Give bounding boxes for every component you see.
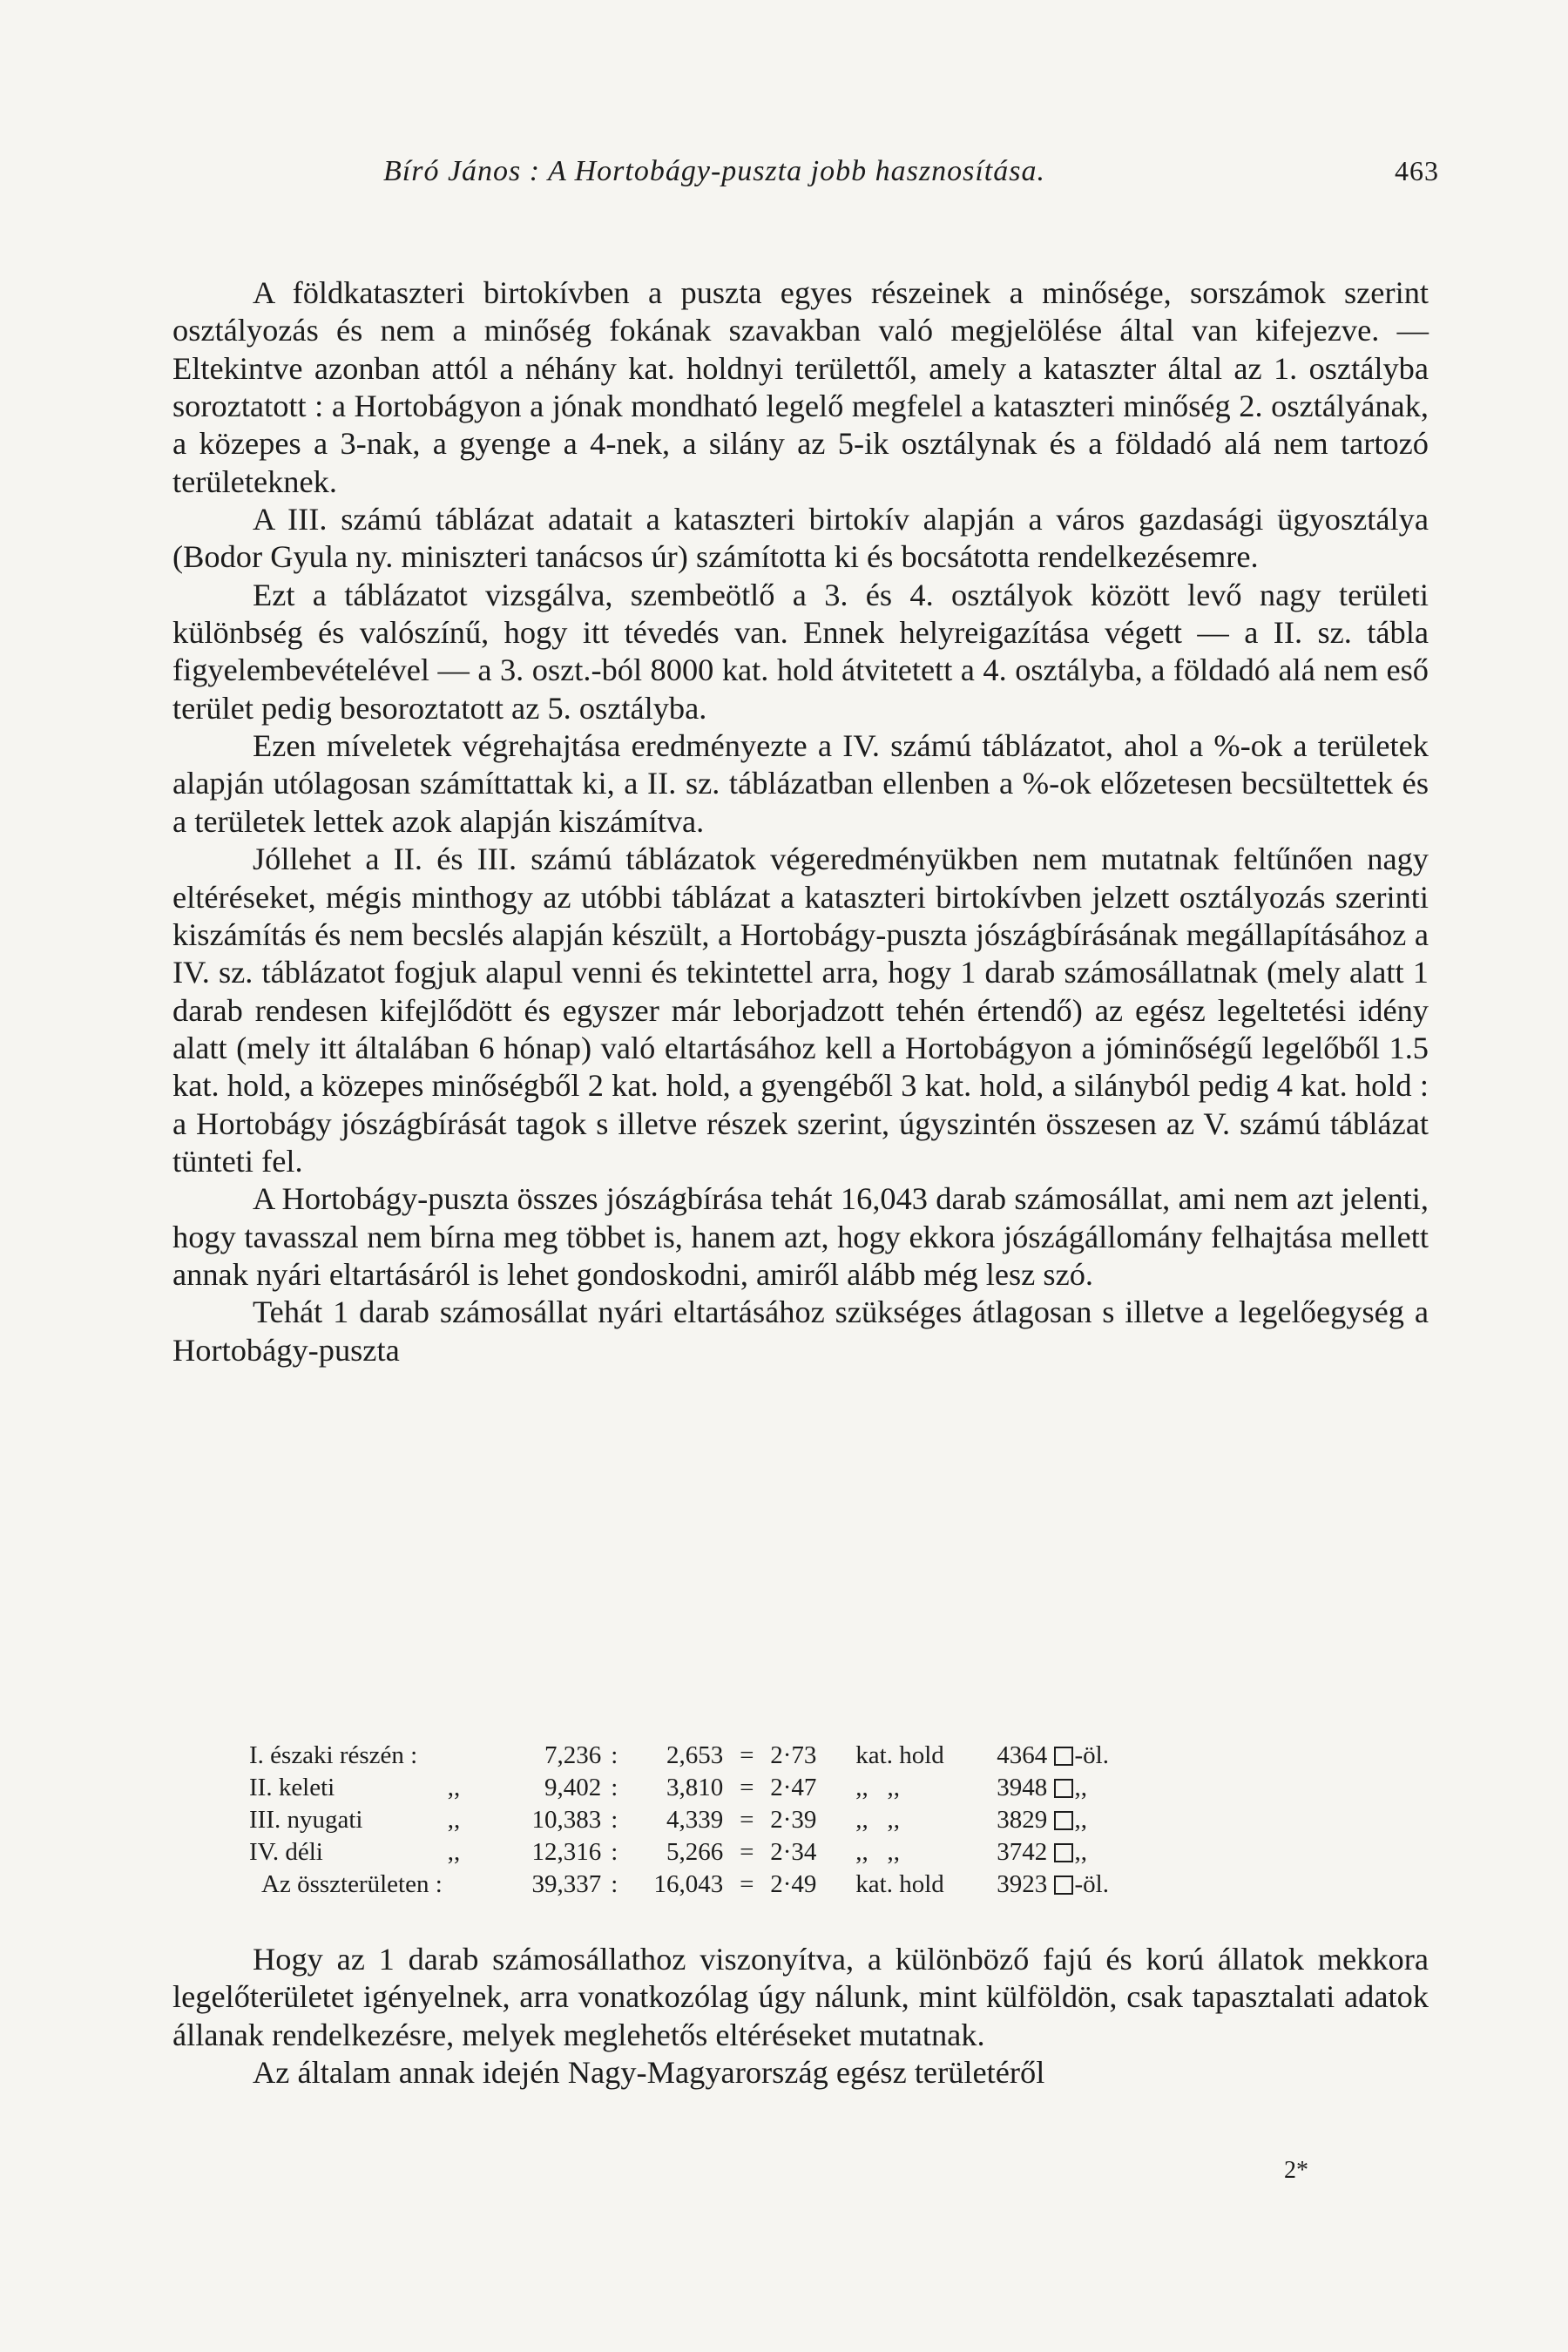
ditto-cell: ,, <box>447 1774 461 1801</box>
table-row <box>200 1772 1114 1804</box>
square-fathom-cell <box>991 1836 1114 1869</box>
square-symbol-icon <box>1054 1747 1073 1766</box>
area-cell: 39,337 <box>531 1870 602 1898</box>
equals-cell: = <box>740 1741 754 1769</box>
page-number: 463 <box>1395 155 1439 186</box>
square-fathom-suffix: ,, <box>1074 1838 1088 1866</box>
ratio-cell: 2·73 <box>770 1741 817 1769</box>
tail-text <box>172 1941 1429 2092</box>
ditto-cell: ,, <box>447 1806 461 1834</box>
square-fathom-suffix: -öl. <box>1074 1741 1109 1769</box>
colon-cell: : <box>611 1838 618 1866</box>
region-cell: IV. déli <box>249 1838 323 1866</box>
table-row <box>200 1836 1114 1869</box>
region-cell: II. keleti <box>249 1774 335 1801</box>
area-cell: 9,402 <box>544 1774 602 1801</box>
square-fathom-value: 3923 <box>997 1870 1048 1898</box>
ratio-cell: 2·49 <box>770 1870 817 1898</box>
square-fathom-value: 3948 <box>997 1774 1048 1801</box>
count-cell: 3,810 <box>666 1774 724 1801</box>
area-cell: 12,316 <box>531 1838 602 1866</box>
area-cell: 10,383 <box>531 1806 602 1834</box>
ditto-cell: ,, <box>447 1838 461 1866</box>
equals-cell: = <box>740 1806 754 1834</box>
area-cell: 7,236 <box>544 1741 602 1769</box>
paragraph: A Hortobágy-puszta összes jószágbírása tehát 16,043 darab számosállat, ami nem azt jelenti, hogy tavasszal nem bírna meg többet is, hanem azt, hogy ekkora jószágállomány felhajtása mellett annak nyári eltartásáról is lehet gondoskodni, amiről alább még lesz szó. <box>172 1181 1429 1292</box>
paragraph: Hogy az 1 darab számosállathoz viszonyítva, a különböző fajú és korú állatok mekkora legelőterületet igényelnek, arra vonatkozólag úgy nálunk, mint külföldön, csak tapasztalati adatok állanak rendelkezésre, melyek meglehetős eltéréseket mutatnak. <box>172 1942 1429 2052</box>
square-fathom-value: 3742 <box>997 1838 1048 1866</box>
square-fathom-value: 3829 <box>997 1806 1048 1834</box>
running-title: Bíró János : A Hortobágy-puszta jobb hasznosítása. <box>383 155 1045 187</box>
region-cell: I. északi részén : <box>249 1741 418 1769</box>
ditto-cell <box>448 1869 466 1901</box>
equals-cell: = <box>740 1870 754 1898</box>
ditto-cell <box>448 1740 466 1772</box>
signature-mark: 2* <box>1284 2157 1308 2184</box>
ratio-cell: 2·47 <box>770 1774 817 1801</box>
ratio-cell: 2·39 <box>770 1806 817 1834</box>
colon-cell: : <box>611 1774 618 1801</box>
paragraph: Ezt a táblázatot vizsgálva, szembeötlő a 3. és 4. osztályok között levő nagy területi különbség és valószínű, hogy itt tévedés van. Ennek helyreigazítása végett — a II. sz. tábla figyelembevételével — a 3. oszt.-ból 8000 kat. hold átvitetett a 4. osztályba, a földadó alá nem eső terület pedig besoroztatott az 5. osztályba. <box>172 577 1429 726</box>
table-row <box>200 1869 1114 1901</box>
square-symbol-icon <box>1054 1876 1073 1895</box>
table-row <box>200 1740 1114 1772</box>
unit-cell: ,, ,, <box>855 1806 901 1834</box>
unit-cell: ,, ,, <box>855 1774 901 1801</box>
square-fathom-value: 4364 <box>997 1741 1048 1769</box>
colon-cell: : <box>611 1870 618 1898</box>
square-symbol-icon <box>1054 1843 1073 1862</box>
square-fathom-cell <box>991 1740 1114 1772</box>
count-cell: 2,653 <box>666 1741 724 1769</box>
equals-cell: = <box>740 1838 754 1866</box>
paragraph: Az általam annak idején Nagy-Magyarország egész területéről <box>253 2055 1045 2091</box>
square-fathom-suffix: ,, <box>1074 1806 1088 1834</box>
equals-cell: = <box>740 1774 754 1801</box>
region-cell: Az összterületen : <box>261 1870 443 1898</box>
summary-table <box>200 1740 1114 1901</box>
colon-cell: : <box>611 1741 618 1769</box>
paragraph: A földkataszteri birtokívben a puszta egyes részeinek a minősége, sorszámok szerint osztályozás és nem a minőség fokának szavakban való megjelölése által van kifejezve. — Eltekintve azonban attól a néhány kat. holdnyi területtől, amely a kataszter által az 1. osztályba soroztatott : a Hortobágyon a jónak mondható legelő megfelel a kataszteri minőség 2. osztályának, a közepes a 3-nak, a gyenge a 4-nek, a silány az 5-ik osztálynak és a földadó alá nem tartozó területeknek. <box>172 275 1429 499</box>
colon-cell: : <box>611 1806 618 1834</box>
unit-cell: kat. hold <box>855 1870 944 1898</box>
square-symbol-icon <box>1054 1779 1073 1798</box>
square-fathom-cell <box>991 1804 1114 1836</box>
unit-cell: kat. hold <box>855 1741 944 1769</box>
square-fathom-cell <box>991 1772 1114 1804</box>
paragraph: Ezen míveletek végrehajtása eredményezte a IV. számú táblázatot, ahol a %-ok a területek alapján utólagosan számíttattak ki, a II. sz. táblázatban ellenben a %-ok előzetesen becsültettek és a területek lettek azok alapján kiszámítva. <box>172 728 1429 839</box>
count-cell: 16,043 <box>653 1870 724 1898</box>
square-fathom-cell <box>991 1869 1114 1901</box>
body-text <box>172 274 1429 1369</box>
unit-cell: ,, ,, <box>855 1838 901 1866</box>
paragraph: A III. számú táblázat adatait a kataszteri birtokív alapján a város gazdasági ügyosztálya (Bodor Gyula ny. miniszteri tanácsos úr) számította ki és bocsátotta rendelkezésemre. <box>172 502 1429 575</box>
count-cell: 5,266 <box>666 1838 724 1866</box>
region-cell: III. nyugati <box>249 1806 363 1834</box>
paragraph: Jóllehet a II. és III. számú táblázatok végeredményükben nem mutatnak feltűnően nagy eltéréseket, mégis minthogy az utóbbi táblázat a kataszteri birtokívben jelzett osztályozás szerinti kiszámítás és nem becslés alapján készült, a Hortobágy-puszta jószágbírásának megállapításához a IV. sz. táblázatot fogjuk alapul venni és tekintettel arra, hogy 1 darab számosállatnak (mely alatt 1 darab rendesen kifejlődött és egyszer már leborjadzott tehén értendő) az egész legeltetési idény alatt (mely itt általában 6 hónap) való eltartásához kell a Hortobágyon a jóminőségű legelőből 1.5 kat. hold, a közepes minőségből 2 kat. hold, a gyengéből 3 kat. hold, a silányból pedig 4 kat. hold : a Hortobágy jószágbírását tagok s illetve részek szerint, úgyszintén összesen az V. számú táblázat tünteti fel. <box>172 841 1429 1179</box>
table-row <box>200 1804 1114 1836</box>
count-cell: 4,339 <box>666 1806 724 1834</box>
square-fathom-suffix: -öl. <box>1074 1870 1109 1898</box>
paragraph: Tehát 1 darab számosállat nyári eltartásához szükséges átlagosan s illetve a legelőegység a Hortobágy-puszta <box>172 1294 1429 1368</box>
square-fathom-suffix: ,, <box>1074 1774 1088 1801</box>
ratio-cell: 2·34 <box>770 1838 817 1866</box>
page-header <box>0 155 1568 199</box>
square-symbol-icon <box>1054 1811 1073 1830</box>
summary-table-wrap <box>200 1740 1359 1901</box>
